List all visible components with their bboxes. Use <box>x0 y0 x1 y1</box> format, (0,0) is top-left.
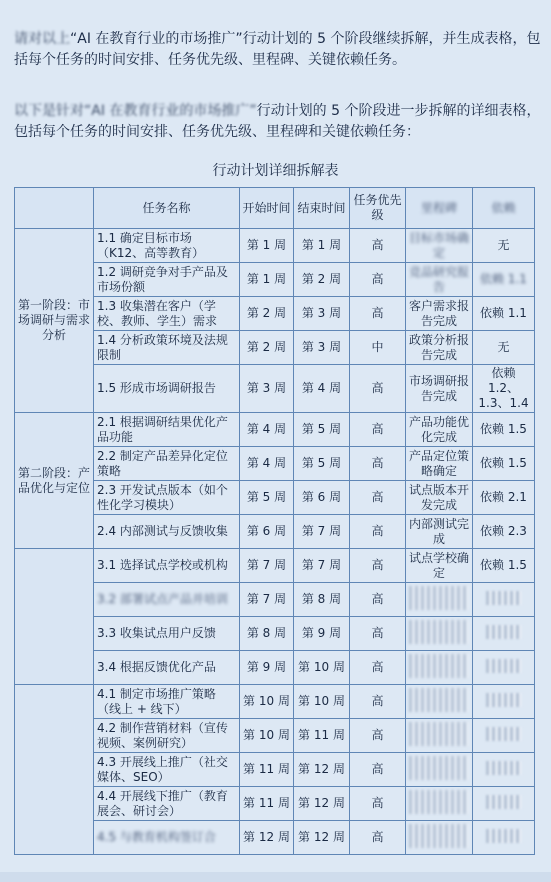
end-cell: 第 11 周 <box>294 719 350 753</box>
header-end: 结束时间 <box>294 188 350 229</box>
start-cell: 第 4 周 <box>240 413 294 447</box>
priority-cell: 高 <box>350 583 406 617</box>
end-cell: 第 2 周 <box>294 263 350 297</box>
intro-paragraph-1 <box>14 29 542 71</box>
task-cell: 1.3 收集潜在客户（学校、教师、学生）需求 <box>94 297 240 331</box>
start-cell: 第 9 周 <box>240 651 294 685</box>
task-cell: 1.2 调研竞争对手产品及市场份额 <box>94 263 240 297</box>
end-cell: 第 10 周 <box>294 651 350 685</box>
priority-cell: 高 <box>350 753 406 787</box>
plan-table <box>14 187 535 855</box>
milestone-cell: 试点学校确定 <box>406 549 473 583</box>
priority-cell: 高 <box>350 617 406 651</box>
milestone-cell: 内部测试完成 <box>406 515 473 549</box>
stage-1-label: 第一阶段：市场调研与需求分析 <box>15 229 94 413</box>
header-dependency: 依赖 <box>473 188 535 229</box>
start-cell: 第 4 周 <box>240 447 294 481</box>
dependency-cell: 依赖 2.1 <box>473 481 535 515</box>
header-task: 任务名称 <box>94 188 240 229</box>
end-cell: 第 3 周 <box>294 297 350 331</box>
intro-paragraph-2 <box>14 101 542 143</box>
end-cell: 第 12 周 <box>294 753 350 787</box>
dependency-cell <box>473 821 535 855</box>
milestone-cell: 产品定位策略确定 <box>406 447 473 481</box>
table-row <box>15 685 535 719</box>
task-cell: 4.2 制作营销材料（宣传视频、案例研究） <box>94 719 240 753</box>
dependency-cell <box>473 685 535 719</box>
priority-cell: 高 <box>350 549 406 583</box>
start-cell: 第 10 周 <box>240 685 294 719</box>
dependency-cell <box>473 651 535 685</box>
end-cell: 第 7 周 <box>294 515 350 549</box>
intro-1-blurred-prefix: 请对以上 <box>14 31 70 47</box>
task-cell: 3.2 部署试点产品并培训 <box>94 583 240 617</box>
priority-cell: 中 <box>350 331 406 365</box>
milestone-cell <box>406 787 473 821</box>
end-cell: 第 7 周 <box>294 549 350 583</box>
task-cell: 2.2 制定产品差异化定位策略 <box>94 447 240 481</box>
priority-cell: 高 <box>350 719 406 753</box>
task-cell: 1.4 分析政策环境及法规限制 <box>94 331 240 365</box>
task-cell: 4.1 制定市场推广策略（线上 + 线下） <box>94 685 240 719</box>
priority-cell: 高 <box>350 515 406 549</box>
end-cell: 第 8 周 <box>294 583 350 617</box>
milestone-cell: 客户需求报告完成 <box>406 297 473 331</box>
priority-cell: 高 <box>350 787 406 821</box>
dependency-cell <box>473 753 535 787</box>
start-cell: 第 3 周 <box>240 365 294 413</box>
end-cell: 第 12 周 <box>294 787 350 821</box>
table-row <box>15 413 535 447</box>
milestone-cell <box>406 685 473 719</box>
start-cell: 第 2 周 <box>240 297 294 331</box>
dependency-cell: 依赖 1.5 <box>473 447 535 481</box>
dependency-cell: 无 <box>473 229 535 263</box>
dependency-cell <box>473 719 535 753</box>
header-priority: 任务优先级 <box>350 188 406 229</box>
end-cell: 第 1 周 <box>294 229 350 263</box>
header-stage <box>15 188 94 229</box>
milestone-cell: 试点版本开发完成 <box>406 481 473 515</box>
table-title: 行动计划详细拆解表 <box>212 163 339 179</box>
start-cell: 第 8 周 <box>240 617 294 651</box>
start-cell: 第 5 周 <box>240 481 294 515</box>
priority-cell: 高 <box>350 447 406 481</box>
task-cell: 1.1 确定目标市场（K12、高等教育） <box>94 229 240 263</box>
start-cell: 第 10 周 <box>240 719 294 753</box>
dependency-cell: 依赖 1.1 <box>473 297 535 331</box>
intro-1-text: “AI 在教育行业的市场推广”行动计划的 5 个阶段继续拆解，并生成表格，包括每个任务的时间安排、任务优先级、里程碑、关键依赖任务。 <box>14 31 541 68</box>
dependency-cell: 无 <box>473 331 535 365</box>
start-cell: 第 7 周 <box>240 583 294 617</box>
table-header-row <box>15 188 535 229</box>
intro-2-text: 行动计划的 5 个阶段进一步拆解的详细表格，包括每个任务的时间安排、任务优先级、里程碑和关键依赖任务： <box>14 103 541 140</box>
priority-cell: 高 <box>350 413 406 447</box>
start-cell: 第 7 周 <box>240 549 294 583</box>
dependency-cell <box>473 617 535 651</box>
milestone-cell <box>406 821 473 855</box>
stage-3-label <box>15 549 94 685</box>
start-cell: 第 1 周 <box>240 263 294 297</box>
dependency-cell: 依赖 1.5 <box>473 549 535 583</box>
start-cell: 第 11 周 <box>240 753 294 787</box>
milestone-cell: 产品功能优化完成 <box>406 413 473 447</box>
table-row <box>15 549 535 583</box>
milestone-cell <box>406 617 473 651</box>
intro-2-blurred-prefix: 以下是针对“AI 在教育行业的市场推广” <box>14 103 257 119</box>
dependency-cell: 依赖 2.3 <box>473 515 535 549</box>
milestone-cell <box>406 719 473 753</box>
page-bottom-edge <box>0 872 551 882</box>
start-cell: 第 12 周 <box>240 821 294 855</box>
start-cell: 第 2 周 <box>240 331 294 365</box>
milestone-cell <box>406 753 473 787</box>
stage-2-label: 第二阶段：产品优化与定位 <box>15 413 94 549</box>
table-row <box>15 229 535 263</box>
dependency-cell: 依赖 1.2、1.3、1.4 <box>473 365 535 413</box>
milestone-cell <box>406 583 473 617</box>
dependency-cell <box>473 583 535 617</box>
start-cell: 第 1 周 <box>240 229 294 263</box>
header-milestone: 里程碑 <box>406 188 473 229</box>
end-cell: 第 9 周 <box>294 617 350 651</box>
task-cell: 2.3 开发试点版本（如个性化学习模块） <box>94 481 240 515</box>
task-cell: 1.5 形成市场调研报告 <box>94 365 240 413</box>
priority-cell: 高 <box>350 365 406 413</box>
milestone-cell: 竞品研究报告 <box>406 263 473 297</box>
end-cell: 第 3 周 <box>294 331 350 365</box>
milestone-cell: 目标市场确定 <box>406 229 473 263</box>
stage-4-label <box>15 685 94 855</box>
end-cell: 第 5 周 <box>294 413 350 447</box>
dependency-cell: 依赖 1.5 <box>473 413 535 447</box>
task-cell: 3.3 收集试点用户反馈 <box>94 617 240 651</box>
task-cell: 4.4 开展线下推广（教育展会、研讨会） <box>94 787 240 821</box>
start-cell: 第 11 周 <box>240 787 294 821</box>
end-cell: 第 10 周 <box>294 685 350 719</box>
priority-cell: 高 <box>350 685 406 719</box>
dependency-cell: 依赖 1.1 <box>473 263 535 297</box>
milestone-cell <box>406 651 473 685</box>
priority-cell: 高 <box>350 229 406 263</box>
end-cell: 第 4 周 <box>294 365 350 413</box>
end-cell: 第 5 周 <box>294 447 350 481</box>
task-cell: 2.4 内部测试与反馈收集 <box>94 515 240 549</box>
end-cell: 第 12 周 <box>294 821 350 855</box>
milestone-cell: 政策分析报告完成 <box>406 331 473 365</box>
task-cell: 4.3 开展线上推广（社交媒体、SEO） <box>94 753 240 787</box>
priority-cell: 高 <box>350 821 406 855</box>
header-start: 开始时间 <box>240 188 294 229</box>
task-cell: 4.5 与教育机构签订合 <box>94 821 240 855</box>
priority-cell: 高 <box>350 263 406 297</box>
priority-cell: 高 <box>350 481 406 515</box>
task-cell: 3.4 根据反馈优化产品 <box>94 651 240 685</box>
start-cell: 第 6 周 <box>240 515 294 549</box>
task-cell: 3.1 选择试点学校或机构 <box>94 549 240 583</box>
end-cell: 第 6 周 <box>294 481 350 515</box>
priority-cell: 高 <box>350 651 406 685</box>
milestone-cell: 市场调研报告完成 <box>406 365 473 413</box>
task-cell: 2.1 根据调研结果优化产品功能 <box>94 413 240 447</box>
priority-cell: 高 <box>350 297 406 331</box>
dependency-cell <box>473 787 535 821</box>
